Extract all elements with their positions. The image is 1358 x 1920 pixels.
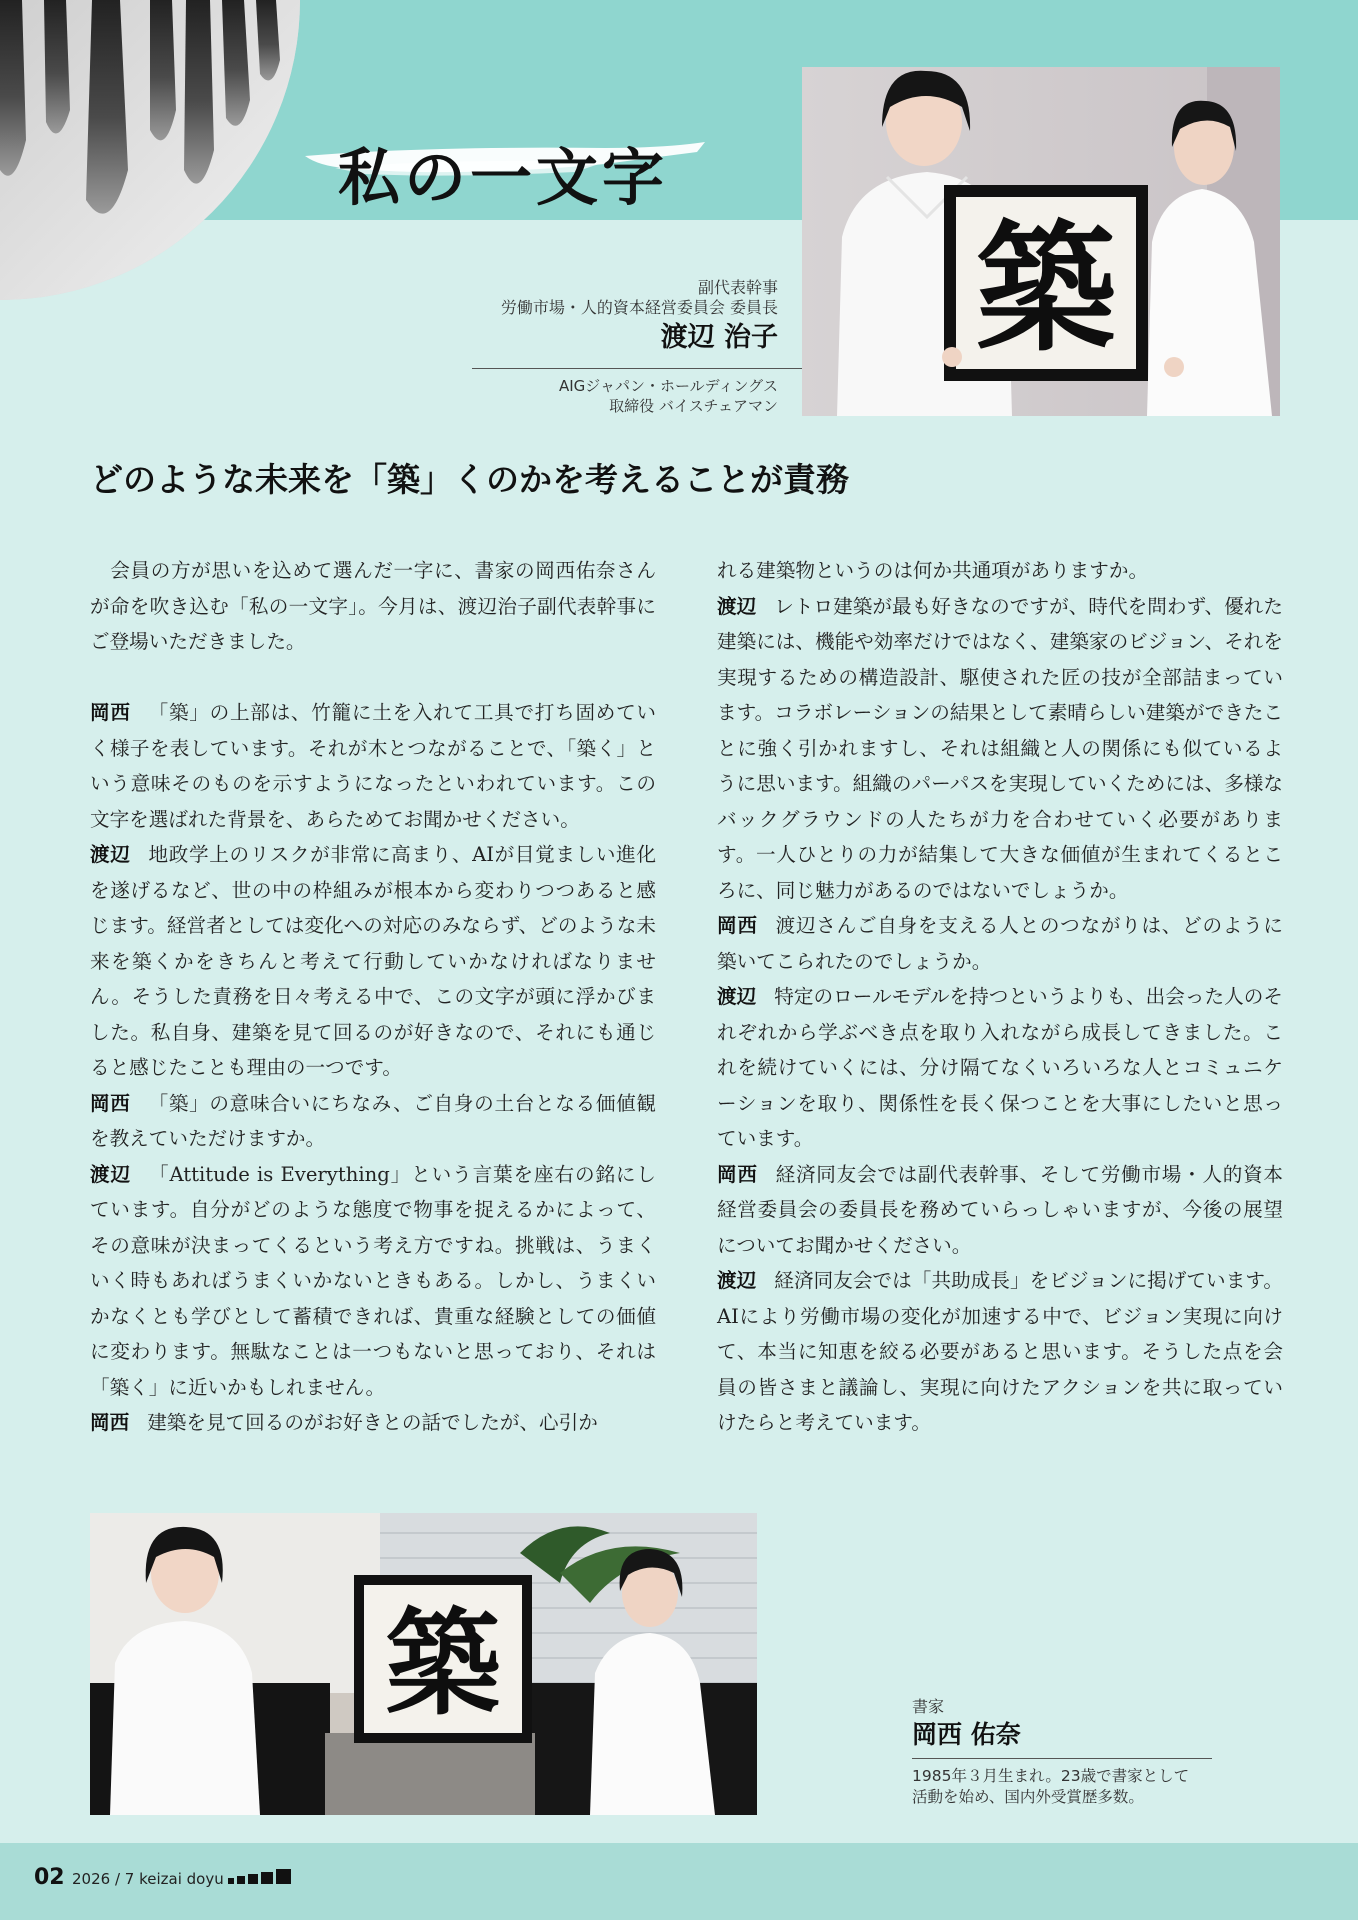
interview-photo [90,1513,757,1815]
speaker-label: 岡西 [90,1091,131,1115]
byline [501,278,778,357]
squares-ornament-icon [228,1869,291,1884]
speaker-label: 渡辺 [90,1162,131,1186]
article-column-right [717,553,1283,1441]
article-column-left [90,553,656,1441]
paragraph [717,553,1283,589]
speaker-label: 岡西 [90,701,131,724]
company-name: AIGジャパン・ホールディングス [558,377,778,395]
paragraph [90,695,656,837]
paragraph-text: 地政学上のリスクが非常に高まり、AIが目覚ましい進化を遂げるなど、世の中の枠組みが根本から変わりつつあると感じます。経営者としては変化への対応のみならず、どのような未来を築くかをきちんと考えて行動していかなければなりません。そうした責務を日々考える中で、この文字が頭に浮かびました。私自身、建築を見て回るのが好きなので、それにも通じると感じたことも理由の一つです。 [90,843,656,1079]
paragraph [717,589,1283,909]
paragraph [90,1157,656,1406]
corner-title [305,138,725,218]
svg-text:築: 築 [975,207,1117,371]
portrait-photo [802,67,1280,416]
paragraph-text: 「Attitude is Everything」という言葉を座右の銘にしています。自分がどのような態度で物事を捉えるかによって、その意味が決まってくるという考え方ですね。挑戦は、うまくいく時もあればうまくいかないときもある。しかし、うまくいかなくとも学びとして蓄積できれば、貴重な経験としての価値に変わります。無駄なことは一つもないと思っており、それは「築く」に近いかもしれません。 [90,1162,657,1399]
speaker-label: 渡辺 [717,594,757,618]
paragraph [717,979,1283,1157]
speaker-label: 岡西 [90,1411,130,1434]
profile-divider [912,1758,1212,1759]
paragraph-text: 建築を見て回るのがお好きとの話でしたが、心引か [147,1411,598,1434]
position-line-2: 労働市場・人的資本経営委員会 委員長 [500,298,778,317]
paragraph-text: れる建築物というのは何か共通項がありますか。 [717,559,1149,582]
lead-paragraph: 会員の方が思いを込めて選んだ一字に、書家の岡西佑奈さんが命を吹き込む「私の一文字」。今月は、渡辺治子副代表幹事にご登場いただきました。 [90,559,656,653]
paragraph-text: 特定のロールモデルを持つというよりも、出会った人のそれぞれから学ぶべき点を取り入れながら成長してきました。これを続けていくには、分け隔てなくいろいろな人とコミュニケーションを取り、関係性を長く保つことを大事にしたいと思っています。 [717,985,1283,1150]
speaker-label: 渡辺 [717,985,757,1008]
organization [559,376,778,416]
paragraph [90,1086,656,1157]
article-headline: どのような未来を「築」くのかを考えることが責務 [90,460,849,499]
paragraph-text: 渡辺さんご自身を支える人とのつながりは、どのように築いてこられたのでしょうか。 [717,914,1284,973]
company-role: 取締役 バイスチェアマン [609,397,778,415]
speaker-label: 岡西 [717,914,758,937]
calligrapher-profile [912,1696,1212,1808]
svg-text:築: 築 [385,1596,501,1731]
brushes-image [0,0,300,300]
paragraph-text: 「築」の上部は、竹籠に土を入れて工具で打ち固めていく様子を表しています。それが木とつながることで、「築く」という意味そのものを示すようになったといわれています。この文字を選ばれた背景を、あらためてお聞かせください。 [90,701,657,831]
profile-bio-line-1: 1985年３月生まれ。23歳で書家として [912,1767,1190,1785]
paragraph [717,1157,1283,1264]
speaker-label: 岡西 [717,1162,758,1186]
profile-bio-line-2: 活動を始め、国内外受賞歴多数。 [912,1788,1144,1806]
position-line-1: 副代表幹事 [697,278,778,297]
profile-name: 岡西 佑奈 [912,1720,1021,1749]
paragraph [717,1263,1283,1441]
paragraph-text: 経済同友会では「共助成長」をビジョンに掲げています。AIにより労働市場の変化が加速する中で、ビジョン実現に向けて、本当に知恵を絞る必要があると思います。そうした点を会員の皆さまと議論し、実現に向けたアクションを共に取っていけたらと考えています。 [717,1269,1284,1434]
paragraph-text: 「築」の意味合いにちなみ、ご自身の土台となる価値観を教えていただけますか。 [90,1091,656,1150]
byline-divider [472,368,802,369]
paragraph [717,908,1283,979]
interviewee-name: 渡辺 治子 [660,322,778,353]
profile-role: 書家 [912,1697,945,1716]
page-number: 02 [34,1865,65,1890]
speaker-label: 渡辺 [90,843,131,866]
page-footer [0,1843,1358,1920]
issue-info: 2026 / 7 keizai doyu [72,1870,224,1888]
paragraph-text: 経済同友会では副代表幹事、そして労働市場・人的資本経営委員会の委員長を務めていらっしゃいますが、今後の展望についてお聞かせください。 [717,1162,1284,1257]
paragraph [90,1405,656,1441]
speaker-label: 渡辺 [717,1269,757,1292]
paragraph-text: レトロ建築が最も好きなのですが、時代を問わず、優れた建築には、機能や効率だけではなく、建築家のビジョン、それを実現するための構造設計、駆使された匠の技が全部詰まっています。コラボレーションの結果として素晴らしい建築ができたことに強く引かれますし、それは組織と人の関係にも似ているように思います。組織のパーパスを実現していくためには、多様なバックグラウンドの人たちが力を合わせていく必要があります。一人ひとりの力が結集して大きな価値が生まれてくるところに、同じ魅力があるのではないでしょうか。 [717,594,1284,902]
corner-title-text: 私の一文字 [338,141,669,214]
paragraph [90,837,656,1086]
